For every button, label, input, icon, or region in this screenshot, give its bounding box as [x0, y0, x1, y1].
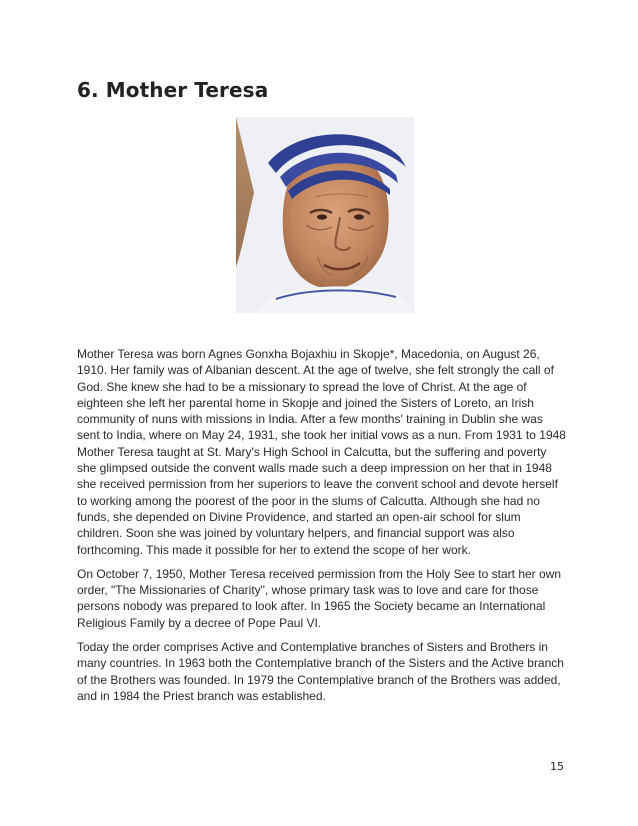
- page-title: 6. Mother Teresa: [77, 78, 269, 102]
- paragraph-2: On October 7, 1950, Mother Teresa received permission from the Holy See to start her own order, "The Missionaries of Charity", whose primary task was to love and care for those persons nobody was prepared to look after. In 1965 the Society became an International Religious Family by a decree of Pope Paul VI.: [77, 566, 562, 630]
- portrait-image: [236, 117, 414, 313]
- paragraph-3: Today the order comprises Active and Contemplative branches of Sisters and Brothers in many countries. In 1963 both the Contemplative branch of the Sisters and the Active branch of the Brothers was founded. In 1979 the Contemplative branch of the Brothers was added, and in 1984 the Priest branch was established.: [77, 640, 564, 703]
- paragraph-1: Mother Teresa was born Agnes Gonxha Bojaxhiu in Skopje*, Macedonia, on August 26, 1910. Her family was of Albanian descent. At the age of twelve, she felt strongly the call of God. She knew she had to be a missionary to spread the love of Christ. At the age of eighteen she left her parental home in Skopje and joined the Sisters of Loreto, an Irish community of nuns with missions in India. After a few months' training in Dublin she was sent to India, where on May 24, 1931, she took her initial vows as a nun. From 1931 to 1948 Mother Teresa taught at St. Mary's High School in Calcutta, but the suffering and poverty she glimpsed outside the convent walls made such a deep impression on her that in 1948 she received permission from her superiors to leave the convent school and devote herself to working among the poorest of the poor in the slums of Calcutta. Although she had no funds, she depended on Divine Providence, and started an open-air school for slum children. Soon she was joined by voluntary helpers, and financial support was also forthcoming. This made it possible for her to extend the scope of her work.: [77, 347, 566, 557]
- body-text: [77, 346, 567, 712]
- page-number: 15: [550, 760, 564, 773]
- portrait-photo: [236, 117, 414, 313]
